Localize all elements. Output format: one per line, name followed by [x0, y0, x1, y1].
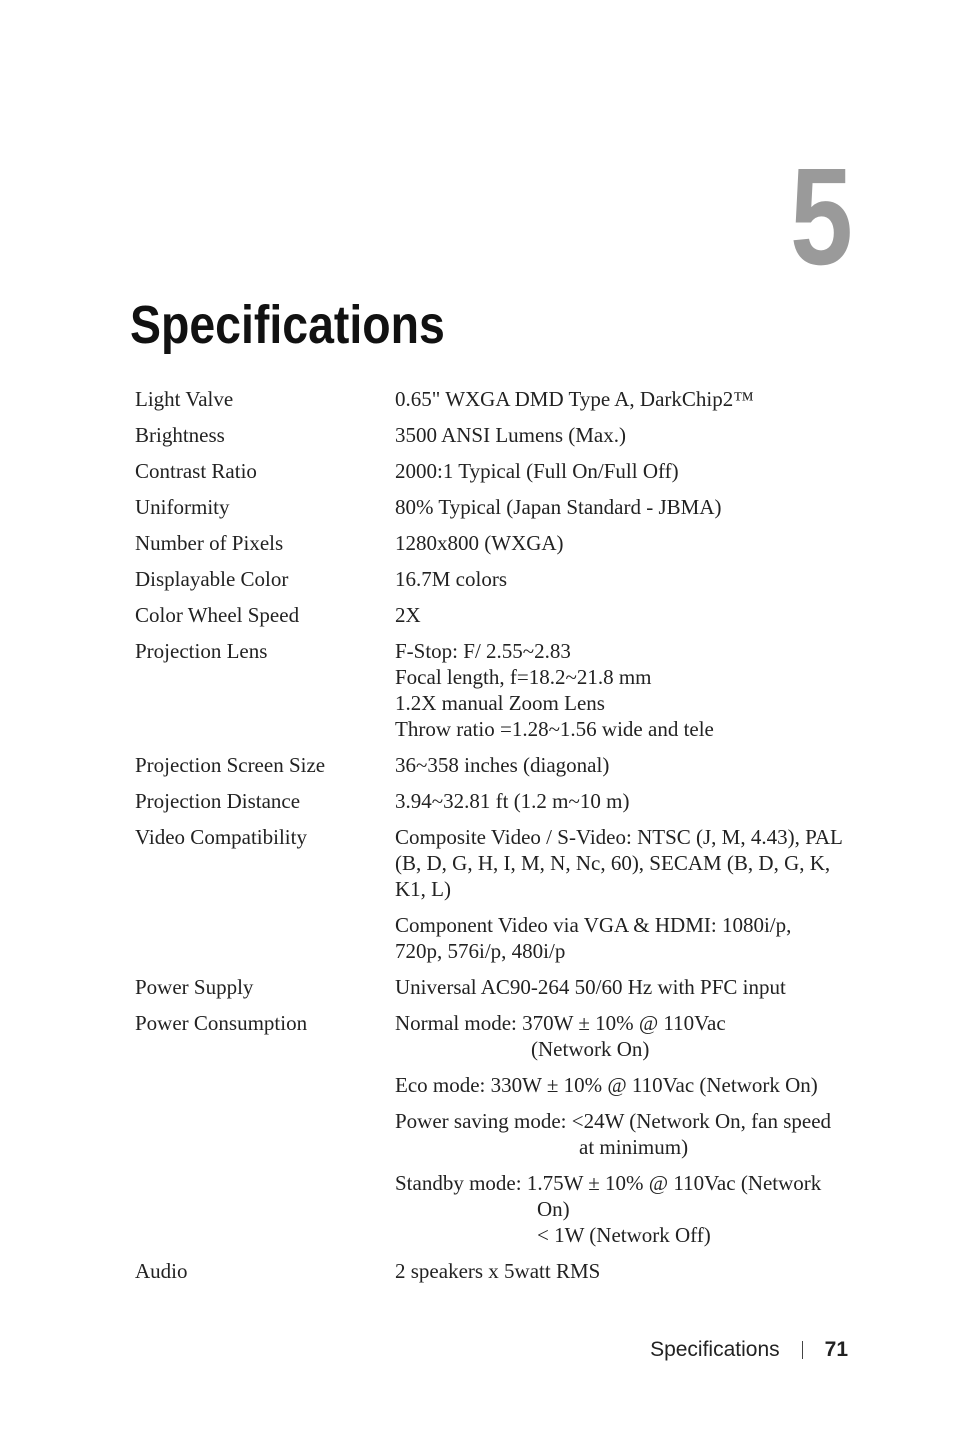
component-video-para — [395, 912, 865, 964]
spec-label: Power Supply — [135, 975, 254, 999]
eco-mode-para — [395, 1072, 865, 1098]
spec-row-brightness — [135, 422, 875, 448]
spec-label: Number of Pixels — [135, 531, 284, 555]
spec-value: 2000:1 Typical (Full On/Full Off) — [395, 459, 679, 483]
spec-value: 1280x800 (WXGA) — [395, 531, 564, 555]
spec-value-line: (B, D, G, H, I, M, N, Nc, 60), SECAM (B, D, G, K, — [395, 851, 831, 875]
spec-label: Uniformity — [135, 495, 230, 519]
spec-value: 80% Typical (Japan Standard - JBMA) — [395, 495, 722, 519]
spec-table — [135, 386, 875, 1294]
standby-mode-para — [395, 1170, 865, 1248]
spec-row-color-wheel-speed — [135, 602, 875, 628]
spec-value — [395, 638, 865, 742]
spec-label: Projection Distance — [135, 789, 301, 813]
spec-label: Color Wheel Speed — [135, 603, 300, 627]
spec-value-line: 1.2X manual Zoom Lens — [395, 691, 605, 715]
power-saving-mode-para — [395, 1108, 865, 1160]
spec-value: 36~358 inches (diagonal) — [395, 753, 610, 777]
normal-mode-para — [395, 1010, 865, 1062]
spec-label: Projection Screen Size — [135, 753, 326, 777]
spec-label: Projection Lens — [135, 639, 268, 663]
spec-row-power-consumption — [135, 1010, 875, 1248]
spec-value: 3.94~32.81 ft (1.2 m~10 m) — [395, 789, 630, 813]
spec-value — [395, 824, 865, 964]
spec-label: Displayable Color — [135, 567, 289, 591]
spec-value-line: Component Video via VGA & HDMI: 1080i/p, — [395, 913, 792, 937]
spec-value-line: K1, L) — [395, 877, 451, 901]
spec-value-line: 720p, 576i/p, 480i/p — [395, 939, 566, 963]
composite-video-para — [395, 824, 865, 902]
spec-label: Power Consumption — [135, 1011, 308, 1035]
spec-value-line: Focal length, f=18.2~21.8 mm — [395, 665, 652, 689]
page-title: Specifications — [130, 295, 445, 355]
spec-value-line: Composite Video / S-Video: NTSC (J, M, 4.43), PAL — [395, 825, 843, 849]
spec-value: 2 speakers x 5watt RMS — [395, 1259, 601, 1283]
spec-label: Light Valve — [135, 387, 234, 411]
spec-value-line: Power saving mode: <24W (Network On, fan speed — [395, 1109, 832, 1133]
spec-row-light-valve — [135, 386, 875, 412]
spec-value-line: F-Stop: F/ 2.55~2.83 — [395, 639, 571, 663]
footer-section-title: Specifications — [650, 1338, 780, 1361]
spec-row-video-compatibility — [135, 824, 875, 964]
spec-value-line: < 1W (Network Off) — [537, 1223, 711, 1247]
spec-value-line: (Network On) — [531, 1037, 650, 1061]
spec-label: Audio — [135, 1259, 188, 1283]
spec-label: Video Compatibility — [135, 825, 307, 849]
spec-value: 0.65" WXGA DMD Type A, DarkChip2™ — [395, 387, 754, 411]
footer-divider — [802, 1341, 803, 1359]
spec-value: 2X — [395, 603, 421, 627]
spec-row-contrast-ratio — [135, 458, 875, 484]
spec-value-line: Normal mode: 370W ± 10% @ 110Vac — [395, 1011, 726, 1035]
spec-row-number-of-pixels — [135, 530, 875, 556]
spec-row-audio — [135, 1258, 875, 1284]
chapter-number: 5 — [790, 140, 853, 294]
spec-value-line: at minimum) — [579, 1135, 689, 1159]
spec-value — [395, 1010, 865, 1248]
spec-row-projection-distance — [135, 788, 875, 814]
spec-value: 16.7M colors — [395, 567, 507, 591]
page-footer — [650, 1338, 848, 1362]
spec-row-projection-screen-size — [135, 752, 875, 778]
page-number: 71 — [824, 1338, 848, 1361]
spec-value-line: Throw ratio =1.28~1.56 wide and tele — [395, 717, 714, 741]
spec-value: 3500 ANSI Lumens (Max.) — [395, 423, 626, 447]
spec-value-line: On) — [537, 1197, 570, 1221]
spec-row-projection-lens — [135, 638, 875, 742]
spec-value: Universal AC90-264 50/60 Hz with PFC input — [395, 975, 786, 999]
spec-value-line: Eco mode: 330W ± 10% @ 110Vac (Network On) — [395, 1073, 818, 1097]
spec-value-line: Standby mode: 1.75W ± 10% @ 110Vac (Network — [395, 1171, 822, 1195]
spec-row-power-supply — [135, 974, 875, 1000]
spec-row-displayable-color — [135, 566, 875, 592]
spec-label: Contrast Ratio — [135, 459, 257, 483]
spec-row-uniformity — [135, 494, 875, 520]
spec-label: Brightness — [135, 423, 225, 447]
